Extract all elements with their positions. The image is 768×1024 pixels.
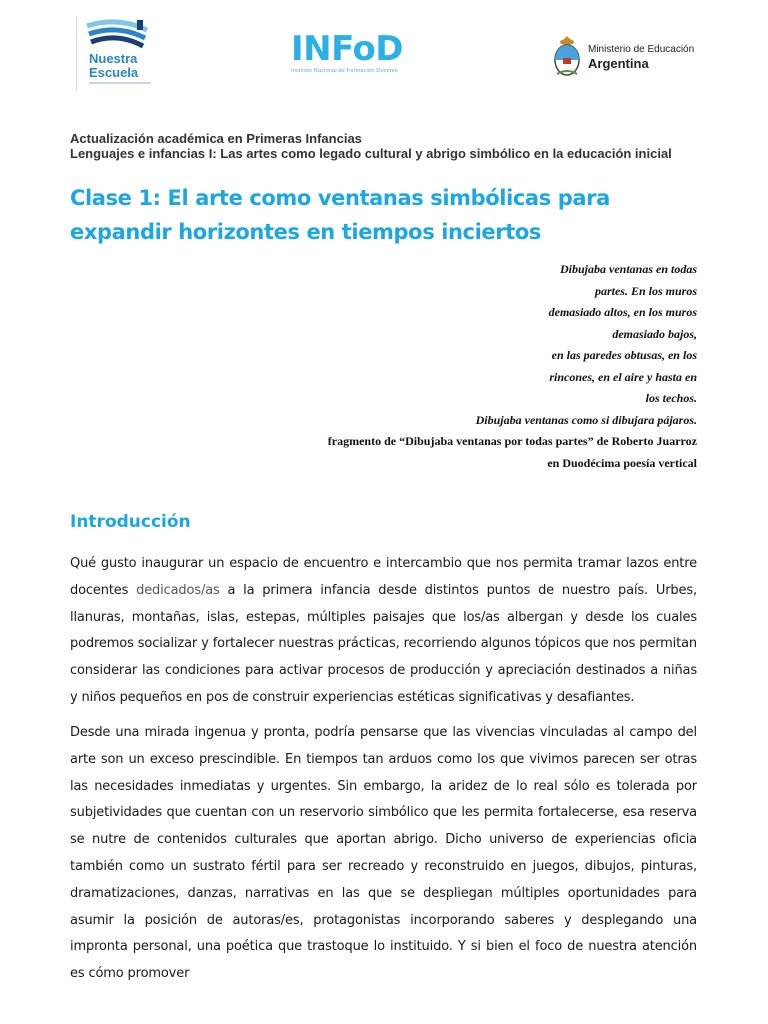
escudo-argentina-icon: [551, 34, 583, 78]
poem-line: rincones, en el aire y hasta en: [549, 369, 697, 384]
poem-line: partes. En los muros: [594, 283, 697, 298]
poem-source: en Duodécima poesía vertical: [547, 455, 697, 470]
page-title: Clase 1: El arte como ventanas simbólicas para expandir horizontes en tiempos inciertos: [70, 186, 610, 244]
ministerio-line1: Ministerio de Educación: [588, 44, 695, 55]
course-line2: Lenguajes e infancias I: Las artes como legado cultural y abrigo simbólico en la educación inicial: [70, 146, 672, 161]
course-line1: Actualización académica en Primeras Infancias: [70, 131, 362, 146]
nuestra-escuela-emblem: [77, 16, 159, 52]
poem-line: demasiado bajos,: [612, 326, 697, 341]
course-header: [70, 131, 672, 161]
nuestra-escuela-logo: [76, 16, 159, 90]
poem-line: Dibujaba ventanas en todas: [559, 262, 697, 276]
poem-epigraph: [328, 259, 697, 474]
ministerio-line2: Argentina: [588, 56, 649, 71]
nuestra-escuela-line1: Nuestra: [89, 51, 138, 66]
infod-subtitle: Instituto Nacional de Formación Docente: [291, 68, 399, 74]
paragraph-text: Qué gusto inaugurar un espacio de encuentro e intercambio que nos permita tramar lazos entre docentes: [70, 556, 697, 598]
paragraph-text: a la primera infancia desde distintos puntos de nuestro país. Urbes, llanuras, montañas, islas, estepas, múltiples paisajes que los/as albergan y desde los cuales podremos socializar y fortalecer nuestras prácticas, recorriendo algunos tópicos que nos permitan considerar las condiciones para activar procesos de producción y apreciación destinados a niñas y niños pequeños en pos de construir experiencias estéticas significativas y desafiantes.: [70, 582, 697, 705]
nuestra-escuela-tagline: [89, 82, 151, 84]
poem-line: los techos.: [645, 391, 697, 405]
header-logos: [0, 14, 768, 94]
poem-line: demasiado altos, en los muros: [548, 305, 697, 319]
poem-line: en las paredes obtusas, en los: [551, 348, 697, 362]
paragraph-intro-1: [70, 551, 697, 712]
highlighted-word: dedicados/as: [136, 582, 220, 598]
paragraph-intro-2: Desde una mirada ingenua y pronta, podría pensarse que las vivencias vinculadas al campo del arte son un exceso prescindible. En tiempos tan arduos como los que vivimos parecen ser otras las necesidades inmediatas y urgentes. Sin embargo, la aridez de lo real sólo es tolerada por subjetividades que cuentan con un reservorio simbólico que les permita fortalecerse, esa reserva se nutre de contenidos culturales que aportan abrigo. Dicho universo de experiencias oficia también como un sustrato fértil para ser recreado y reconstruido en juegos, dibujos, pinturas, dramatizaciones, danzas, narrativas en las que se despliegan múltiples oportunidades para asumir la posición de autoras/es, protagonistas incorporando saberes y desplegando una impronta personal, una poética que trastoque lo instituido. Y si bien el foco de nuestra atención es cómo promover: [70, 725, 697, 982]
infod-logo: [291, 29, 404, 74]
poem-attribution: fragmento de “Dibujaba ventanas por todas partes” de Roberto Juarroz: [327, 434, 697, 448]
section-title: Introducción: [70, 512, 191, 532]
infod-wordmark: INFoD: [291, 29, 404, 69]
poem-line: Dibujaba ventanas como si dibujara pájaros.: [475, 412, 697, 427]
nuestra-escuela-line2: Escuela: [89, 65, 139, 80]
